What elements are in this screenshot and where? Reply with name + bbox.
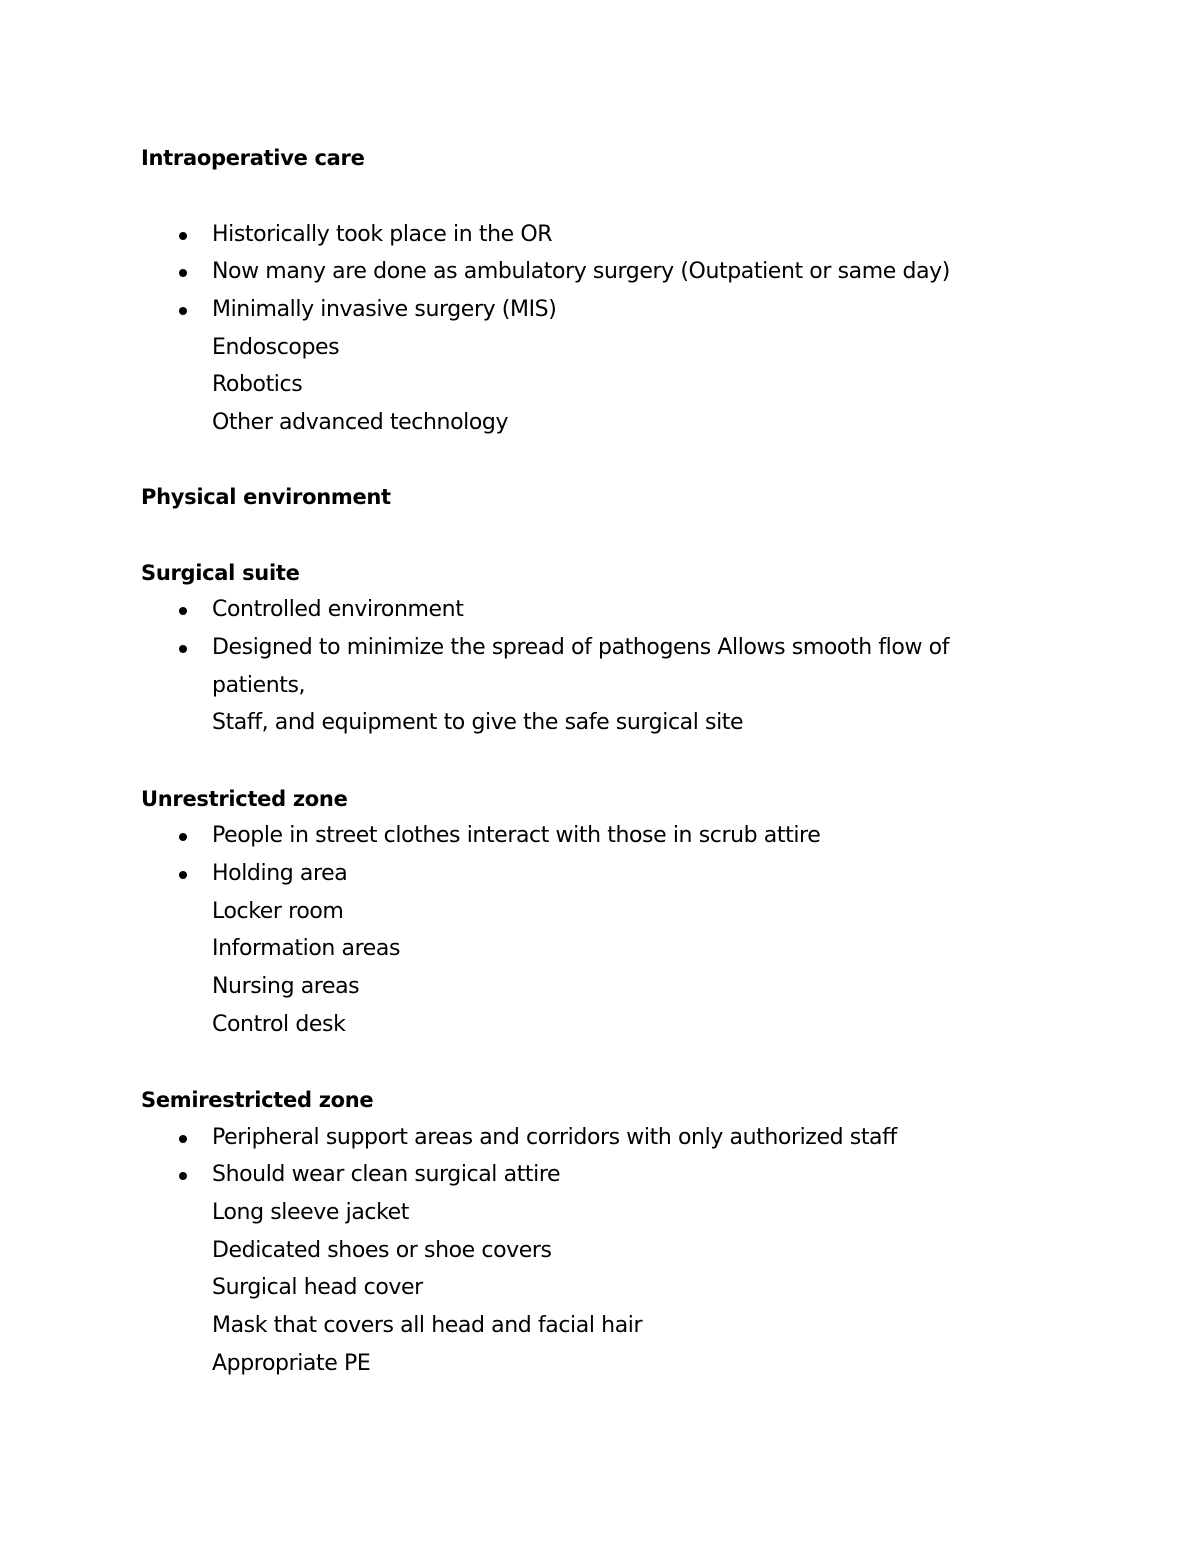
list-item-continuation: Dedicated shoes or shoe covers [212, 1238, 552, 1263]
bullet-icon [179, 232, 187, 240]
bullet-icon [179, 1172, 187, 1180]
list-item-continuation: Staff, and equipment to give the safe surgical site [212, 710, 744, 735]
list-item: Controlled environment [212, 597, 464, 622]
list-item-continuation: Long sleeve jacket [212, 1200, 410, 1225]
list-item: Designed to minimize the spread of pathogens Allows smooth flow of [212, 635, 950, 660]
list-item: Historically took place in the OR [212, 222, 553, 247]
list-item-continuation: Appropriate PE [212, 1351, 371, 1376]
heading-intraoperative-care: Intraoperative care [141, 146, 365, 170]
list-item-continuation: Surgical head cover [212, 1275, 423, 1300]
list-item-continuation: Information areas [212, 936, 401, 961]
list-item-continuation: patients, [212, 673, 306, 698]
bullet-icon [179, 269, 187, 277]
heading-unrestricted-zone: Unrestricted zone [141, 787, 348, 811]
list-item: People in street clothes interact with those in scrub attire [212, 823, 821, 848]
list-item: Peripheral support areas and corridors with only authorized staff [212, 1125, 897, 1150]
bullet-icon [179, 307, 187, 315]
list-item-continuation: Control desk [212, 1012, 346, 1037]
heading-semirestricted-zone: Semirestricted zone [141, 1088, 374, 1112]
list-item-continuation: Mask that covers all head and facial hair [212, 1313, 643, 1338]
list-item-continuation: Endoscopes [212, 335, 340, 360]
heading-physical-environment: Physical environment [141, 485, 391, 509]
bullet-icon [179, 607, 187, 615]
bullet-icon [179, 1135, 187, 1143]
list-item: Should wear clean surgical attire [212, 1162, 561, 1187]
bullet-icon [179, 871, 187, 879]
list-item: Now many are done as ambulatory surgery (Outpatient or same day) [212, 259, 950, 284]
bullet-icon [179, 645, 187, 653]
list-item-continuation: Other advanced technology [212, 410, 509, 435]
list-item-continuation: Nursing areas [212, 974, 360, 999]
list-item: Holding area [212, 861, 348, 886]
heading-surgical-suite: Surgical suite [141, 561, 300, 585]
list-item-continuation: Locker room [212, 899, 344, 924]
list-item: Minimally invasive surgery (MIS) [212, 297, 557, 322]
list-item-continuation: Robotics [212, 372, 303, 397]
bullet-icon [179, 833, 187, 841]
